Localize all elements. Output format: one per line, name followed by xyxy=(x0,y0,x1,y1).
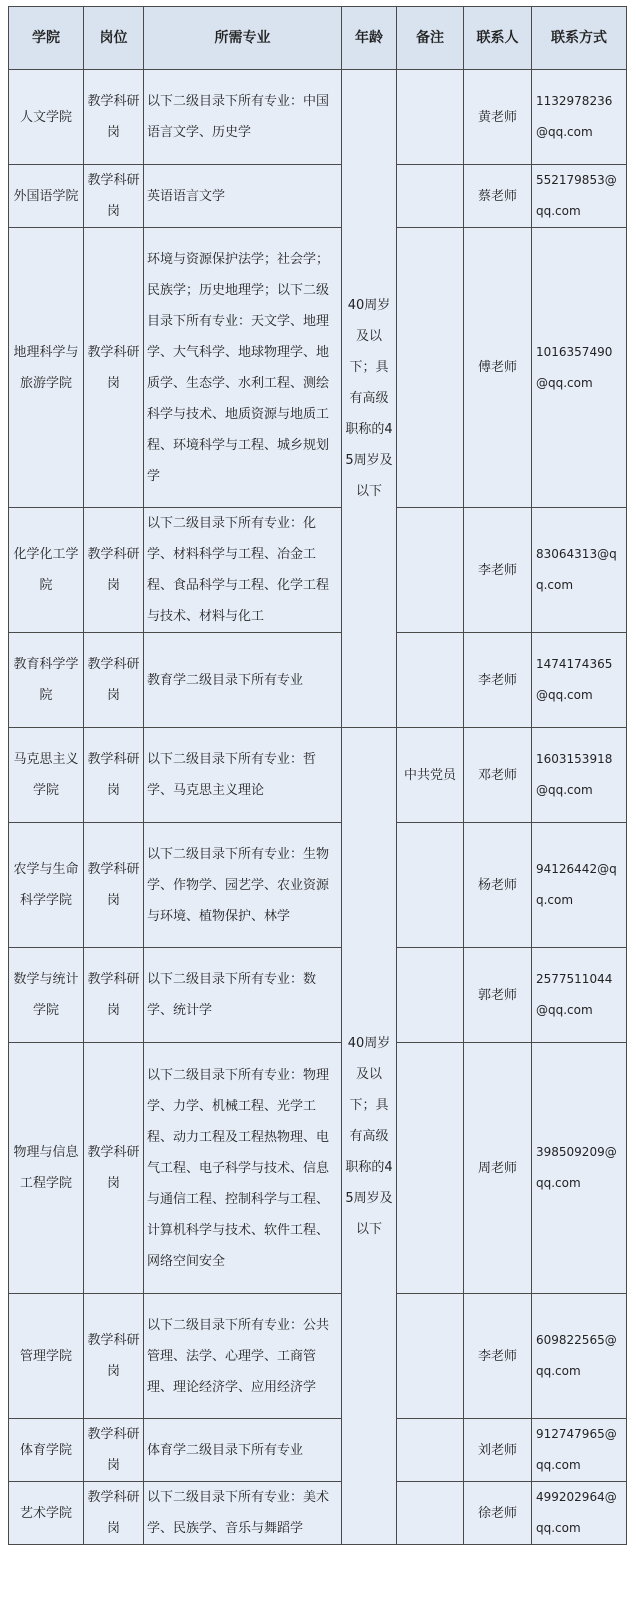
table-row xyxy=(9,633,627,728)
contact-cell: 邓老师 xyxy=(464,728,532,823)
post-cell: 教学科研岗 xyxy=(84,1294,144,1419)
table-row xyxy=(9,1419,627,1482)
college-cell: 数学与统计学院 xyxy=(9,948,84,1043)
post-cell: 教学科研岗 xyxy=(84,1043,144,1294)
note-cell xyxy=(397,633,464,728)
contact-method-cell: 398509209@qq.com xyxy=(532,1043,627,1294)
contact-cell: 周老师 xyxy=(464,1043,532,1294)
college-cell: 物理与信息工程学院 xyxy=(9,1043,84,1294)
table-row xyxy=(9,1043,627,1294)
age-cell: 40周岁及以下；具有高级职称的45周岁及以下 xyxy=(342,70,397,728)
college-cell: 马克思主义学院 xyxy=(9,728,84,823)
table-row xyxy=(9,165,627,228)
note-cell: 中共党员 xyxy=(397,728,464,823)
major-cell: 以下二级目录下所有专业：化学、材料科学与工程、冶金工程、食品科学与工程、化学工程与技术、材料与化工 xyxy=(144,508,342,633)
contact-cell: 刘老师 xyxy=(464,1419,532,1482)
post-cell: 教学科研岗 xyxy=(84,823,144,948)
note-cell xyxy=(397,1043,464,1294)
table-row xyxy=(9,228,627,508)
contact-cell: 李老师 xyxy=(464,508,532,633)
college-cell: 化学化工学院 xyxy=(9,508,84,633)
table-row xyxy=(9,508,627,633)
contact-cell: 郭老师 xyxy=(464,948,532,1043)
post-cell: 教学科研岗 xyxy=(84,948,144,1043)
college-cell: 农学与生命科学学院 xyxy=(9,823,84,948)
college-cell: 艺术学院 xyxy=(9,1482,84,1545)
header-row xyxy=(9,7,627,70)
table-row xyxy=(9,1482,627,1545)
note-cell xyxy=(397,948,464,1043)
post-cell: 教学科研岗 xyxy=(84,728,144,823)
major-cell: 以下二级目录下所有专业：哲学、马克思主义理论 xyxy=(144,728,342,823)
table-row xyxy=(9,948,627,1043)
contact-method-cell: 552179853@qq.com xyxy=(532,165,627,228)
major-cell: 以下二级目录下所有专业：物理学、力学、机械工程、光学工程、动力工程及工程热物理、电气工程、电子科学与技术、信息与通信工程、控制科学与工程、计算机科学与技术、软件工程、网络空间安全 xyxy=(144,1043,342,1294)
note-cell xyxy=(397,165,464,228)
recruitment-table xyxy=(8,6,627,1545)
post-cell: 教学科研岗 xyxy=(84,228,144,508)
note-cell xyxy=(397,1294,464,1419)
contact-method-cell: 83064313@qq.com xyxy=(532,508,627,633)
note-cell xyxy=(397,823,464,948)
major-cell: 英语语言文学 xyxy=(144,165,342,228)
major-cell: 以下二级目录下所有专业：中国语言文学、历史学 xyxy=(144,70,342,165)
contact-method-cell: 2577511044@qq.com xyxy=(532,948,627,1043)
contact-cell: 傅老师 xyxy=(464,228,532,508)
college-cell: 体育学院 xyxy=(9,1419,84,1482)
header-note: 备注 xyxy=(397,7,464,70)
header-major: 所需专业 xyxy=(144,7,342,70)
contact-cell: 杨老师 xyxy=(464,823,532,948)
college-cell: 外国语学院 xyxy=(9,165,84,228)
table-row xyxy=(9,1294,627,1419)
major-cell: 以下二级目录下所有专业：数学、统计学 xyxy=(144,948,342,1043)
contact-cell: 蔡老师 xyxy=(464,165,532,228)
note-cell xyxy=(397,508,464,633)
note-cell xyxy=(397,1419,464,1482)
college-cell: 地理科学与旅游学院 xyxy=(9,228,84,508)
post-cell: 教学科研岗 xyxy=(84,1482,144,1545)
post-cell: 教学科研岗 xyxy=(84,1419,144,1482)
post-cell: 教学科研岗 xyxy=(84,70,144,165)
table-row xyxy=(9,823,627,948)
note-cell xyxy=(397,1482,464,1545)
contact-cell: 李老师 xyxy=(464,1294,532,1419)
major-cell: 体育学二级目录下所有专业 xyxy=(144,1419,342,1482)
contact-cell: 黄老师 xyxy=(464,70,532,165)
major-cell: 环境与资源保护法学；社会学；民族学；历史地理学；以下二级目录下所有专业：天文学、地理学、大气科学、地球物理学、地质学、生态学、水利工程、测绘科学与技术、地质资源与地质工程、环境科学与工程、城乡规划学 xyxy=(144,228,342,508)
contact-method-cell: 94126442@qq.com xyxy=(532,823,627,948)
contact-method-cell: 1603153918@qq.com xyxy=(532,728,627,823)
college-cell: 教育科学学院 xyxy=(9,633,84,728)
header-age: 年龄 xyxy=(342,7,397,70)
contact-method-cell: 1016357490@qq.com xyxy=(532,228,627,508)
major-cell: 以下二级目录下所有专业：生物学、作物学、园艺学、农业资源与环境、植物保护、林学 xyxy=(144,823,342,948)
major-cell: 教育学二级目录下所有专业 xyxy=(144,633,342,728)
contact-cell: 徐老师 xyxy=(464,1482,532,1545)
table-row xyxy=(9,728,627,823)
post-cell: 教学科研岗 xyxy=(84,165,144,228)
college-cell: 人文学院 xyxy=(9,70,84,165)
post-cell: 教学科研岗 xyxy=(84,633,144,728)
post-cell: 教学科研岗 xyxy=(84,508,144,633)
header-contact: 联系人 xyxy=(464,7,532,70)
age-cell: 40周岁及以下；具有高级职称的45周岁及以下 xyxy=(342,728,397,1545)
header-contact-method: 联系方式 xyxy=(532,7,627,70)
college-cell: 管理学院 xyxy=(9,1294,84,1419)
contact-method-cell: 912747965@qq.com xyxy=(532,1419,627,1482)
note-cell xyxy=(397,70,464,165)
contact-method-cell: 1474174365@qq.com xyxy=(532,633,627,728)
note-cell xyxy=(397,228,464,508)
major-cell: 以下二级目录下所有专业：美术学、民族学、音乐与舞蹈学 xyxy=(144,1482,342,1545)
major-cell: 以下二级目录下所有专业：公共管理、法学、心理学、工商管理、理论经济学、应用经济学 xyxy=(144,1294,342,1419)
header-post: 岗位 xyxy=(84,7,144,70)
table-row xyxy=(9,70,627,165)
contact-method-cell: 499202964@qq.com xyxy=(532,1482,627,1545)
header-college: 学院 xyxy=(9,7,84,70)
contact-cell: 李老师 xyxy=(464,633,532,728)
contact-method-cell: 1132978236@qq.com xyxy=(532,70,627,165)
contact-method-cell: 609822565@qq.com xyxy=(532,1294,627,1419)
